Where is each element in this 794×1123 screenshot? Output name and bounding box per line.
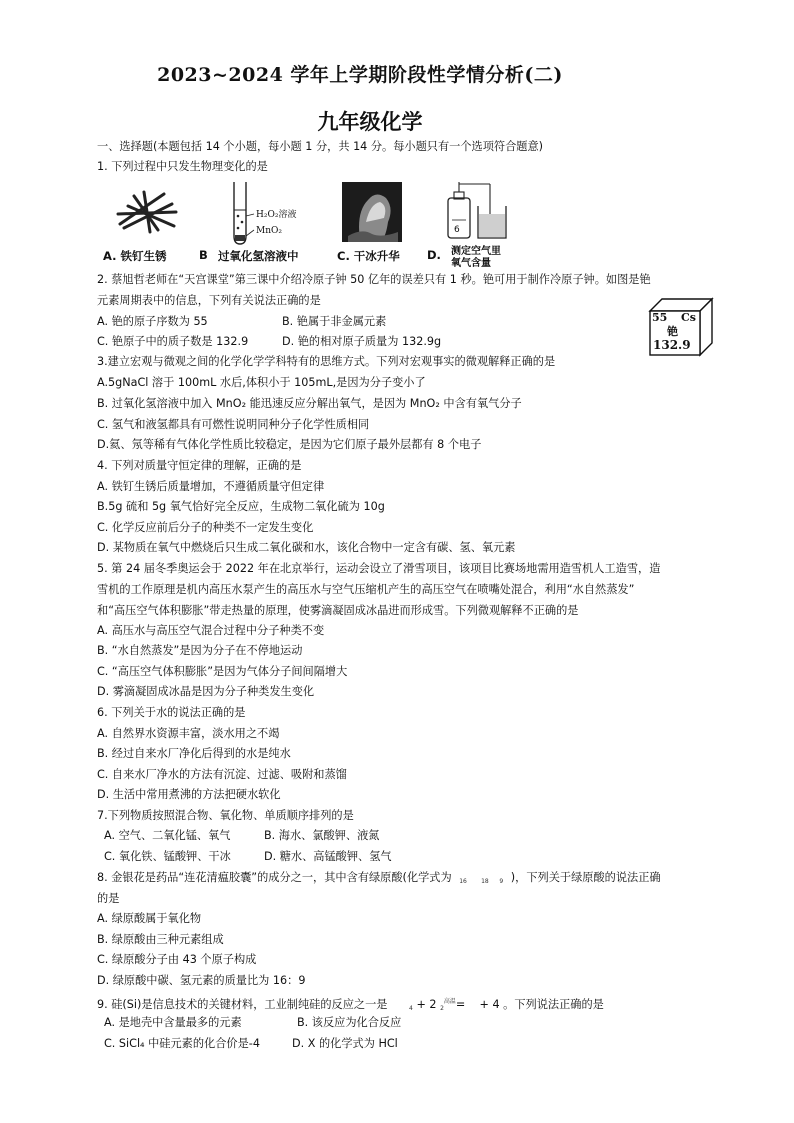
q2-stem-line1: 2. 蔡旭哲老师在“天宫课堂”第三课中介绍冷原子钟 50 亿年的误差只有 1 秒。铯可用于制作冷原子钟。如图是铯	[97, 273, 651, 286]
q7-option-c: C. 氧化铁、锰酸钾、干冰	[104, 850, 231, 863]
cesium-symbol: Cs	[681, 311, 696, 324]
q4-option-a: A. 铁钉生锈后质量增加，不遵循质量守但定律	[97, 480, 325, 493]
q4-option-c: C. 化学反应前后分子的种类不一定发生变化	[97, 521, 314, 534]
q1-option-a: A. 铁钉生锈	[103, 249, 167, 263]
q7-option-a: A. 空气、二氧化锰、氧气	[104, 829, 231, 842]
rusty-nails-figure	[114, 186, 180, 234]
q3-stem: 3.建立宏观与微观之间的化学化学学科特有的思维方式。下列对宏观事实的微观解释正确的是	[97, 355, 556, 368]
q2-option-c: C. 铯原子中的质子数是 132.9	[97, 335, 249, 348]
q1-option-b-letter: B	[199, 248, 208, 262]
exam-subtitle: 九年级化学	[317, 110, 423, 134]
q1-option-d-letter: D.	[427, 248, 441, 262]
q3-option-d: D.氦、氖等稀有气体化学性质比较稳定，是因为它们原子最外层都有 8 个电子	[97, 438, 482, 451]
q8-option-a: A. 绿原酸属于氧化物	[97, 912, 202, 925]
q8-formula-sub-h: 18	[481, 878, 489, 885]
q5-option-a: A. 高压水与高压空气混合过程中分子种类不变	[97, 624, 325, 637]
q8-formula-sub-c: 16	[459, 878, 467, 885]
q8-stem-line2: 的是	[97, 892, 120, 905]
q9-eq-condition: 高温	[443, 998, 456, 1005]
q7-option-b: B. 海水、氯酸钾、液氮	[264, 829, 380, 842]
mno2-label: MnO₂	[256, 226, 282, 236]
q5-stem-line1: 5. 第 24 届冬季奥运会于 2022 年在北京举行，运动会设立了滑雪项目，该项目比赛场地需用造雪机人工造雪，造	[97, 562, 661, 575]
q3-option-b: B. 过氧化氢溶液中加入 MnO₂ 能迅速反应分解出氧气，是因为 MnO₂ 中含有氧气分子	[97, 397, 522, 410]
svg-text:6: 6	[454, 225, 460, 235]
q2-stem-line2: 元素周期表中的信息，下列有关说法正确的是	[97, 294, 321, 307]
test-tube-figure	[226, 180, 306, 246]
q4-option-b: B.5g 硫和 5g 氧气恰好完全反应，生成物二氧化硫为 10g	[97, 500, 385, 513]
q5-option-d: D. 雾滴凝固成冰晶是因为分子种类发生变化	[97, 685, 315, 698]
q2-option-a: A. 铯的原子序数为 55	[97, 315, 208, 328]
q9-eq-plus-2: + 4	[479, 998, 500, 1011]
q5-stem-line2: 雪机的工作原理是机内高压水泵产生的高压水与空气压缩机产生的高压空气在喷嘴处混合，利用“水自然蒸发”	[97, 583, 635, 596]
q9-option-b: B. 该反应为化合反应	[297, 1016, 402, 1029]
q8-option-b: B. 绿原酸由三种元素组成	[97, 933, 224, 946]
air-oxygen-apparatus-figure	[442, 180, 510, 242]
exam-title: 2023~2024 学年上学期阶段性学情分析(二)	[157, 64, 563, 86]
q1-option-b: 过氧化氢溶液中	[218, 249, 299, 263]
q8-formula-sub-o: 9	[499, 878, 504, 885]
q1-stem: 1. 下列过程中只发生物理变化的是	[97, 160, 268, 173]
q6-stem: 6. 下列关于水的说法正确的是	[97, 706, 246, 719]
q5-option-c: C. “高压空气体积膨胀”是因为气体分子间间隔增大	[97, 665, 348, 678]
q1-option-d-line2: 氧气含量	[451, 258, 491, 269]
q2-option-d: D. 铯的相对原子质量为 132.9g	[282, 335, 442, 348]
q9-option-d: D. X 的化学式为 HCl	[292, 1037, 398, 1050]
section-heading: 一、选择题(本题包括 14 个小题，每小题 1 分，共 14 分。每小题只有一个选项符合题意)	[97, 140, 544, 153]
q9-eq-equals: =	[455, 998, 466, 1011]
q8-stem-after: )，下列关于绿原酸的说法正确	[510, 871, 661, 884]
q7-stem: 7.下列物质按照混合物、氧化物、单质顺序排列的是	[97, 809, 354, 822]
q4-stem: 4. 下列对质量守恒定律的理解，正确的是	[97, 459, 302, 472]
q1-option-c: C. 干冰升华	[337, 249, 400, 263]
dry-ice-photo	[342, 182, 402, 242]
q8-stem-before: 8. 金银花是药品“连花清瘟胶囊”的成分之一，其中含有绿原酸(化学式为	[97, 871, 452, 884]
cesium-atomic-mass: 132.9	[653, 338, 691, 352]
q8-stem-line1	[97, 870, 661, 890]
q9-eq-sub-2: 2	[440, 1005, 444, 1012]
q7-option-d: D. 糖水、高锰酸钾、氢气	[264, 850, 392, 863]
q9-stem-line1	[97, 994, 604, 1017]
h2o2-solution-label: H₂O₂溶液	[256, 210, 297, 220]
q1-option-d-line1: 测定空气里	[451, 246, 501, 257]
q9-stem-before: 9. 硅(Si)是信息技术的关键材料，工业制纯硅的反应之一是	[97, 998, 388, 1011]
q3-option-a: A.5gNaCl 溶于 100mL 水后,体积小于 105mL,是因为分子变小了	[97, 376, 426, 389]
q5-stem-line3: 和“高压空气体积膨胀”带走热量的原理，使雾滴凝固成冰晶进而形成雪。下列微观解释不正确的是	[97, 604, 579, 617]
q8-formula	[455, 871, 511, 884]
q9-option-a: A. 是地壳中含量最多的元素	[104, 1016, 242, 1029]
q2-option-b: B. 铯属于非金属元素	[282, 315, 387, 328]
q9-stem-after: 。下列说法正确的是	[503, 998, 604, 1011]
q5-option-b: B. “水自然蒸发”是因为分子在不停地运动	[97, 644, 303, 657]
q6-option-d: D. 生活中常用煮沸的方法把硬水软化	[97, 788, 281, 801]
q9-eq-sub-1: 4	[409, 1005, 413, 1012]
q4-option-d: D. 某物质在氧气中燃烧后只生成二氧化碳和水，该化合物中一定含有碳、氢、氧元素	[97, 541, 516, 554]
q8-option-d: D. 绿原酸中碳、氢元素的质量比为 16：9	[97, 974, 306, 987]
q6-option-b: B. 经过自来水厂净化后得到的水是纯水	[97, 747, 291, 760]
q8-option-c: C. 绿原酸分子由 43 个原子构成	[97, 953, 257, 966]
q6-option-a: A. 自然界水资源丰富，淡水用之不竭	[97, 727, 280, 740]
q3-option-c: C. 氢气和液氢都具有可燃性说明同种分子化学性质相同	[97, 418, 370, 431]
q9-option-c: C. SiCl₄ 中硅元素的化合价是-4	[104, 1037, 260, 1050]
q9-equation	[391, 998, 503, 1011]
q6-option-c: C. 自来水厂净水的方法有沉淀、过滤、吸附和蒸馏	[97, 768, 347, 781]
cesium-name: 铯	[667, 325, 678, 338]
cesium-atomic-number: 55	[652, 311, 668, 324]
q9-eq-plus-1: + 2	[416, 998, 437, 1011]
